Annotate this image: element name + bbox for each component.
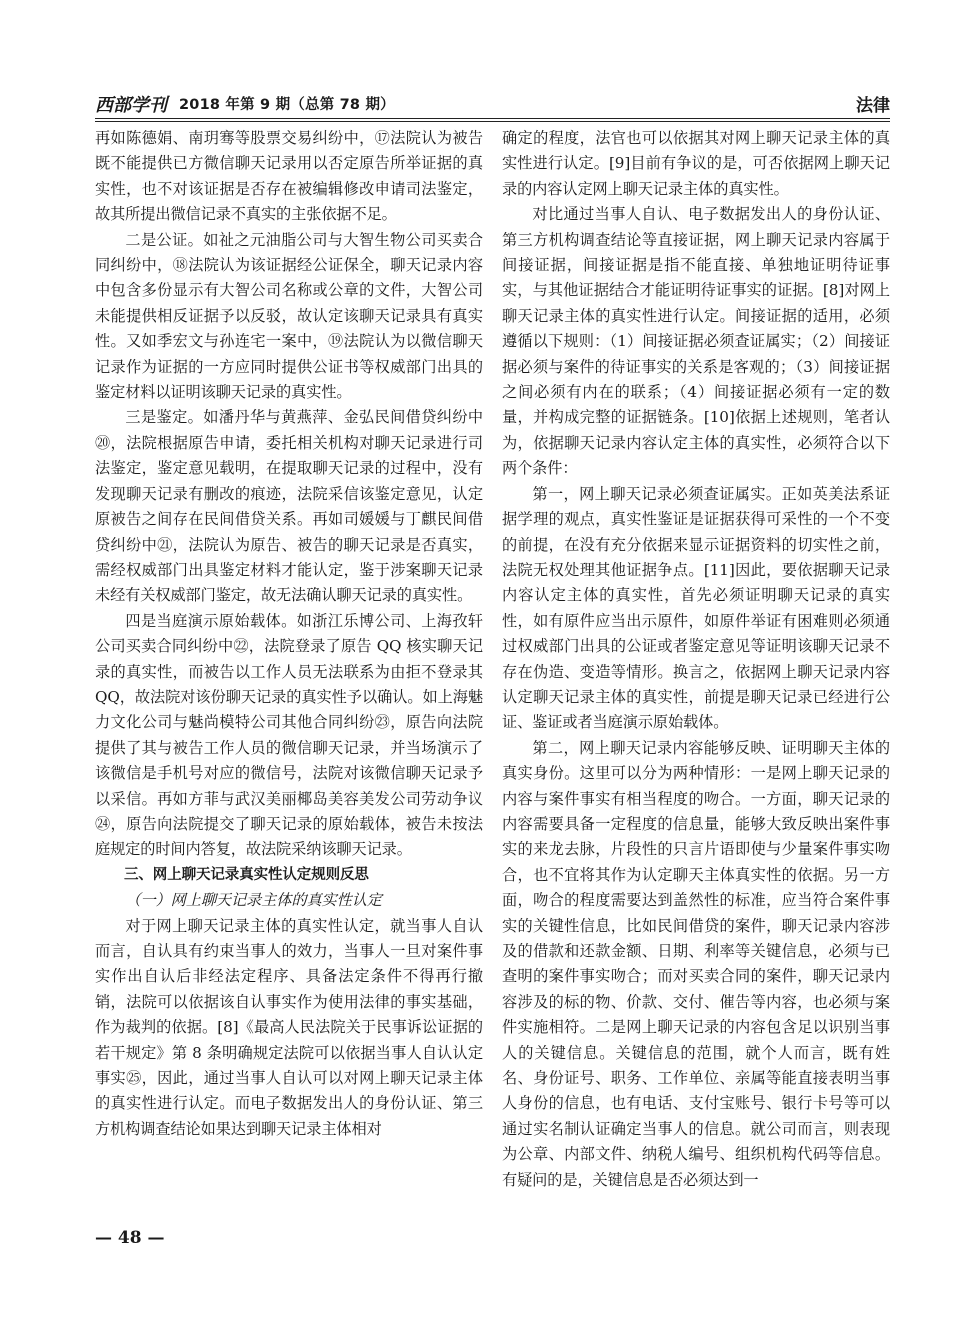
left-column — [95, 126, 483, 1142]
subsection-heading: （一）网上聊天记录主体的真实性认定 — [125, 891, 382, 910]
right-column — [502, 126, 890, 1193]
paragraph: 确定的程度，法官也可以依据其对网上聊天记录主体的真实性进行认定。[9]目前有争议的是，可否依据网上聊天记录的内容认定网上聊天记录主体的真实性。 — [502, 129, 890, 198]
paragraph: 第二，网上聊天记录内容能够反映、证明聊天主体的真实身份。这里可以分为两种情形：一是网上聊天记录的内容与案件事实有相当程度的吻合。一方面，聊天记录的内容需要具备一定程度的信息量，能够大致反映出案件事实的来龙去脉，片段性的只言片语即使与少量案件事实吻合，也不宜将其作为认定聊天主体真实性的依据。另一方面，吻合的程度需要达到盖然性的标准，应当符合案件事实的关键性信息，比如民间借贷的案件，聊天记录内容涉及的借款和还款金额、日期、利率等关键信息，必须与已查明的案件事实吻合；而对买卖合同的案件，聊天记录内容涉及的标的物、价款、交付、催告等内容，也必须与案件实施相符。二是网上聊天记录的内容包含足以识别当事人的关键信息。关键信息的范围，就个人而言，既有姓名、身份证号、职务、工作单位、亲属等能直接表明当事人身份的信息，也有电话、支付宝账号、银行卡号等可以通过实名制认证确定当事人的信息。就公司而言，则表现为公章、内部文件、纳税人编号、组织机构代码等信息。有疑问的是，关键信息是否必须达到一 — [502, 738, 890, 1189]
header-rule-thin — [95, 121, 890, 122]
section-heading: 三、网上聊天记录真实性认定规则反思 — [124, 866, 369, 883]
paragraph: 对比通过当事人自认、电子数据发出人的身份认证、第三方机构调查结论等直接证据，网上聊天记录内容属于间接证据，间接证据是指不能直接、单独地证明待证事实，与其他证据结合才能证明待证事实的证据。[8]对网上聊天记录主体的真实性进行认定。间接证据的适用，必须遵循以下规则：（1）间接证据必须查证属实；（2）间接证据必须与案件的待证事实的关系是客观的；（3）间接证据之间必须有内在的联系；（4）间接证据必须有一定的数量，并构成完整的证据链条。[10]依据上述规则，笔者认为，依据聊天记录内容认定主体的真实性，必须符合以下两个条件： — [502, 205, 890, 478]
journal-name: 西部学刊 — [95, 95, 167, 116]
page-header — [95, 88, 890, 114]
paragraph: 再如陈德娟、南玥骞等股票交易纠纷中，⑰法院认为被告既不能提供已方微信聊天记录用以否定原告所举证据的真实性，也不对该证据是否存在被编辑修改申请司法鉴定，故其所提出微信记录不真实的主张依据不足。 — [95, 129, 483, 224]
paragraph: 对于网上聊天记录主体的真实性认定，就当事人自认而言，自认具有约束当事人的效力，当事人一旦对案件事实作出自认后非经法定程序、具备法定条件不得再行撤销，法院可以依据该自认事实作为使用法律的事实基础，作为裁判的依据。[8]《最高人民法院关于民事诉讼证据的若干规定》第 8 条明确规定法院可以依据当事人自认认定事实㉕，因此，通过当事人自认可以对网上聊天记录主体的真实性进行认定。而电子数据发出人的身份认证、第三方机构调查结论如果达到聊天记录主体相对 — [95, 916, 483, 1138]
paragraph: 四是当庭演示原始载体。如浙江乐博公司、上海孜轩公司买卖合同纠纷中㉒，法院登录了原告 QQ 核实聊天记录的真实性，而被告以工作人员无法联系为由拒不登录其 QQ，故法院对该份聊天记录的真实性予以确认。如上海魅力文化公司与魅尚模特公司其他合同纠纷㉓，原告向法院提供了其与被告工作人员的微信聊天记录，并当场演示了该微信是手机号对应的微信号，法院对该微信聊天记录予以采信。再如方菲与武汉美丽椰岛美容美发公司劳动争议㉔，原告向法院提交了聊天记录的原始载体，被告未按法庭规定的时间内答复，故法院采纳该聊天记录。 — [95, 611, 483, 859]
paragraph: 二是公证。如祉之元油脂公司与大智生物公司买卖合同纠纷中，⑱法院认为该证据经公证保全，聊天记录内容中包含多份显示有大智公司名称或公章的文件，大智公司未能提供相反证据予以反驳，故认定该聊天记录具有真实性。又如季宏文与孙连宅一案中，⑲法院认为以微信聊天记录作为证据的一方应同时提供公证书等权威部门出具的鉴定材料以证明该聊天记录的真实性。 — [95, 230, 483, 402]
section-name: 法律 — [856, 96, 890, 116]
header-rule — [95, 118, 890, 119]
paragraph: 三是鉴定。如潘丹华与黄燕萍、金弘民间借贷纠纷中⑳，法院根据原告申请，委托相关机构对聊天记录进行司法鉴定，鉴定意见载明，在提取聊天记录的过程中，没有发现聊天记录有删改的痕迹，法院采信该鉴定意见，认定原被告之间存在民间借贷关系。再如司媛媛与丁麒民间借贷纠纷中㉑，法院认为原告、被告的聊天记录是否真实，需经权威部门出具鉴定材料才能认定，鉴于涉案聊天记录未经有关权威部门鉴定，故无法确认聊天记录的真实性。 — [95, 408, 483, 605]
paragraph: 第一，网上聊天记录必须查证属实。正如英美法系证据学理的观点，真实性鉴证是证据获得可采性的一个不变的前提，在没有充分依据来显示证据资料的切实性之前，法院无权处理其他证据争点。[11]因此，要依据聊天记录内容认定主体的真实性，首先必须证明聊天记录的真实性，如有原件应当出示原件，如原件举证有困难则必须通过权威部门出具的公证或者鉴定意见等证明该聊天记录不存在伪造、变造等情形。换言之，依据网上聊天记录内容认定聊天记录主体的真实性，前提是聊天记录已经进行公证、鉴证或者当庭演示原始载体。 — [502, 484, 890, 732]
issue-info: 2018 年第 9 期（总第 78 期） — [179, 97, 395, 113]
page-number: — 48 — — [95, 1228, 165, 1248]
